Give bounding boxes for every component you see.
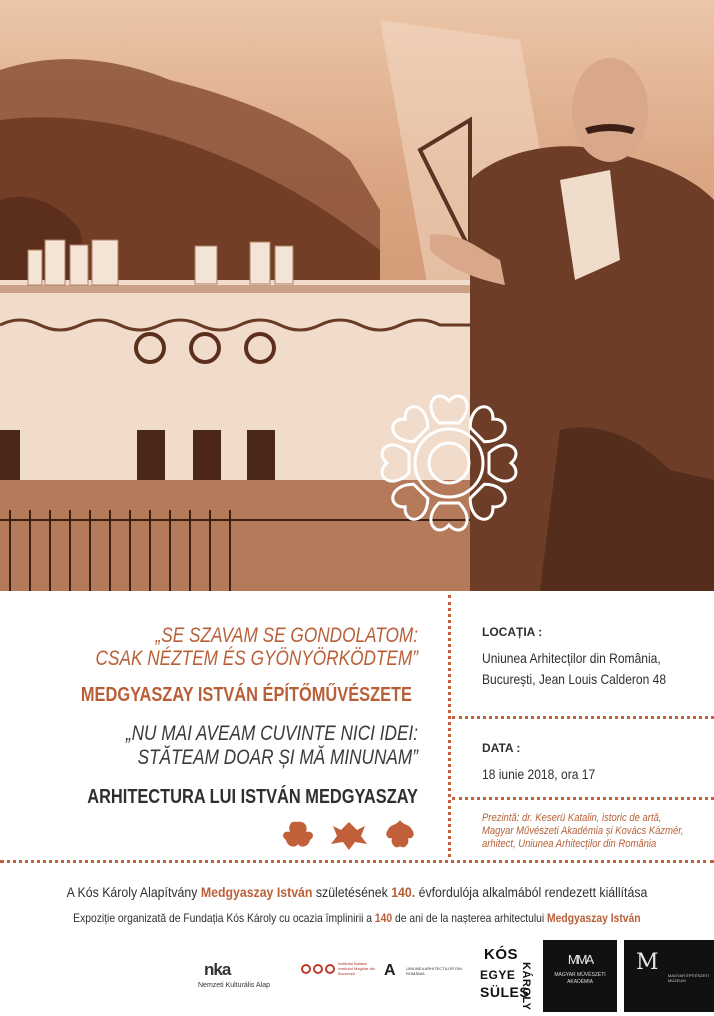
date-label: DATA : xyxy=(482,741,521,755)
credit-ro-text-2: de ani de la nașterea arhitectului xyxy=(392,911,548,925)
museum-text: MAGYAR ÉPÍTÉSZETI MÚZEUM xyxy=(668,973,710,983)
credit-ro-text-1: Expoziție organizată de Fundația Kós Károly cu ocazia împlinirii a xyxy=(73,911,376,925)
kos-line-4: SÜLES xyxy=(480,984,530,1000)
kos-line-1: KÓS xyxy=(484,946,519,963)
ornament-icon-1 xyxy=(283,822,313,847)
credit-hu-number: 140. xyxy=(391,884,416,900)
ornament-icon-2 xyxy=(331,822,367,850)
presenter-line1: Prezintă: dr. Keserü Katalin, istoric de artă, xyxy=(482,812,662,824)
uar-text: UNIUNEA ARHITECȚILOR DIN ROMÂNIA xyxy=(406,966,463,976)
presenter-info xyxy=(482,812,688,851)
credit-hu-text-1: A Kós Károly Alapítvány xyxy=(66,884,201,900)
hungarian-title: MEDGYASZAY ISTVÁN ÉPÍTŐMŰVÉSZETE xyxy=(80,684,413,706)
date-value: 18 iunie 2018, ora 17 xyxy=(482,766,596,782)
institute-text: Institutul Balassi Institutul Maghiar din București xyxy=(338,961,375,976)
dotted-divider-location xyxy=(452,716,714,719)
ornament-icon-3 xyxy=(386,820,413,847)
kos-line-3: EGYE xyxy=(480,968,516,982)
presenter-line3: arhitect, Uniunea Arhitecților din România xyxy=(482,838,657,850)
mma-logo xyxy=(543,940,617,1012)
credit-ro-number: 140 xyxy=(375,911,393,925)
credit-romanian xyxy=(0,911,714,925)
uar-mark: A xyxy=(384,962,396,979)
building-facade xyxy=(0,280,470,480)
hu-quote-line1: „SE SZAVAM SE GONDOLATOM: xyxy=(155,624,419,647)
dotted-divider-footer xyxy=(0,860,714,863)
credit-hu-text-2: születésének xyxy=(312,884,392,900)
credit-hu-name: Medgyaszay István xyxy=(200,884,313,900)
dotted-divider-date xyxy=(452,797,714,800)
credit-hungarian xyxy=(0,884,714,900)
credit-ro-name: Medgyaszay István xyxy=(547,911,641,925)
credit-hu-text-3: évfordulója alkalmából rendezett kiállítása xyxy=(415,884,648,900)
mma-text: MAGYAR MŰVÉSZETI AKADÉMIA xyxy=(554,972,606,985)
ornament-row xyxy=(282,820,422,850)
hu-quote-line2: CSAK NÉZTEM ÉS GYÖNYÖRKÖDTEM” xyxy=(95,647,418,670)
ro-quote-line2: STĂTEAM DOAR ȘI MĂ MINUNAM” xyxy=(137,746,418,769)
museum-mark: M xyxy=(636,950,659,975)
location-line1: Uniunea Arhitecților din România, xyxy=(482,650,661,666)
nka-text: Nemzeti Kulturális Alap xyxy=(198,982,270,989)
location-label: LOCAȚIA : xyxy=(482,625,543,639)
ro-quote-line1: „NU MAI AVEAM CUVINTE NICI IDEI: xyxy=(125,722,419,745)
presenter-line2: Magyar Művészeti Akadémia și Kovács Kázmér, xyxy=(482,825,684,837)
nka-mark: nka xyxy=(204,960,231,979)
institute-flower-icon xyxy=(300,962,336,976)
uar-logo xyxy=(384,960,474,990)
nka-logo xyxy=(198,958,296,996)
kos-karoly-logo xyxy=(480,946,536,1011)
hungarian-quote xyxy=(74,624,418,670)
romanian-quote xyxy=(74,722,418,770)
mma-mark: MMA xyxy=(567,952,593,967)
vertical-dotted-divider xyxy=(448,595,451,857)
architecture-museum-logo xyxy=(624,940,714,1012)
romanian-title: ARHITECTURA LUI ISTVÁN MEDGYASZAY xyxy=(87,786,418,808)
balassi-institute-logo xyxy=(300,960,380,990)
location-line2: București, Jean Louis Calderon 48 xyxy=(482,671,667,687)
sponsor-logos xyxy=(0,940,714,1016)
kos-line-2: KÁROLY xyxy=(520,962,532,1011)
